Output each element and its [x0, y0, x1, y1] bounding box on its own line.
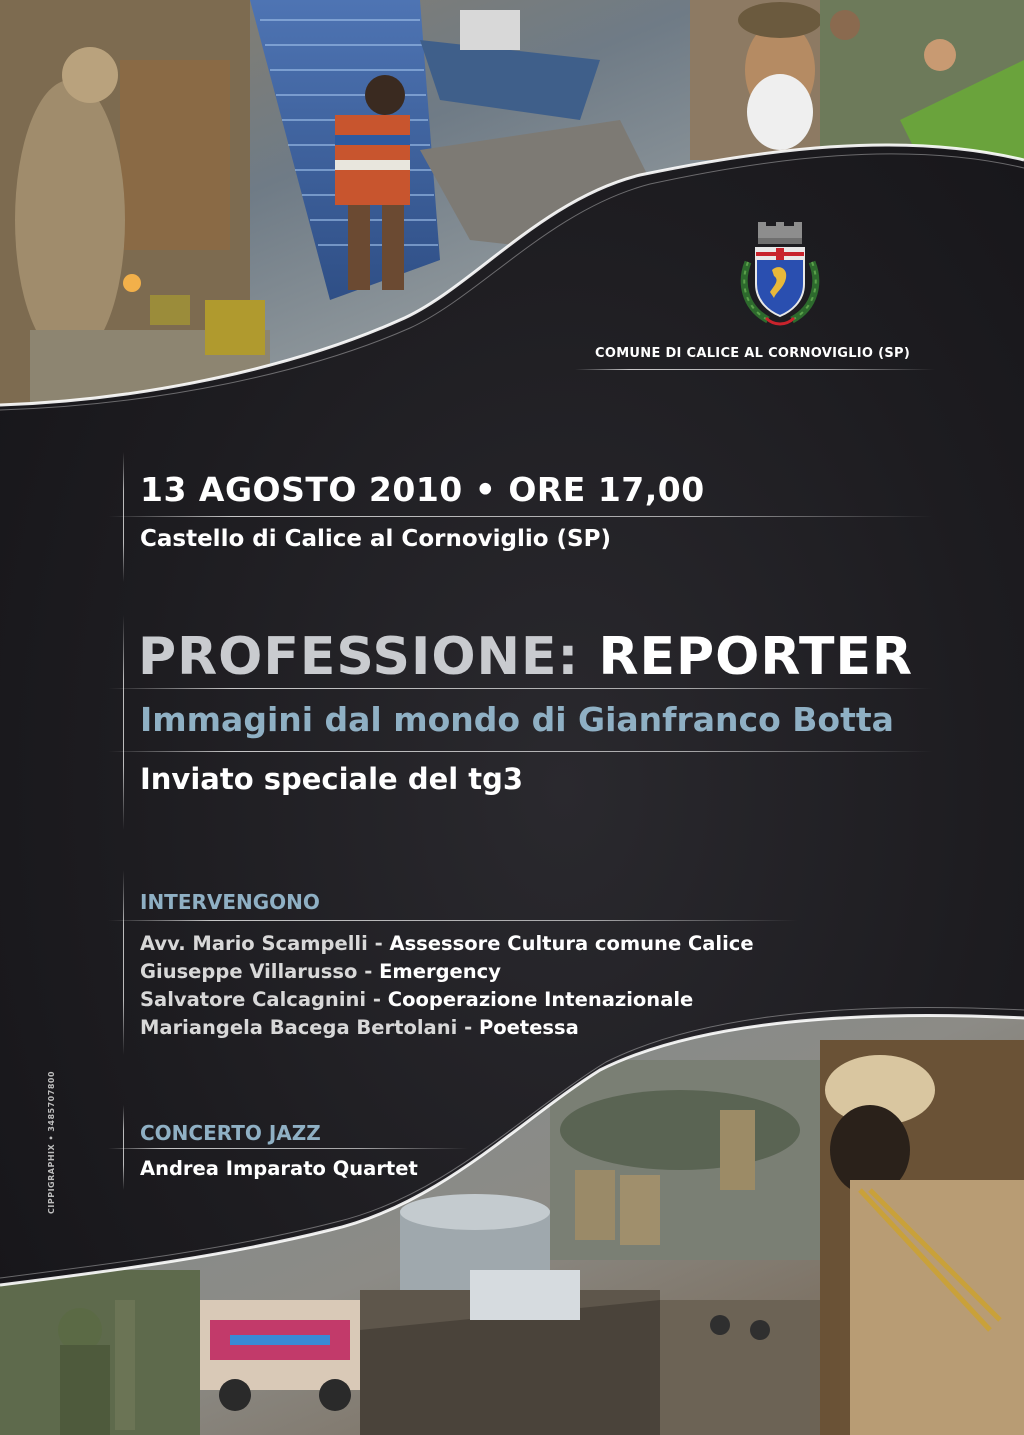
concert-heading: CONCERTO JAZZ	[140, 1121, 321, 1145]
subtitle-divider	[108, 751, 933, 752]
speaker-name: Avv. Mario Scampelli	[140, 932, 368, 955]
speaker-separator: -	[364, 960, 373, 983]
event-venue: Castello di Calice al Cornoviglio (SP)	[140, 526, 611, 552]
speaker-name: Mariangela Bacega Bertolani	[140, 1016, 458, 1039]
interventions-vertical-rule	[123, 870, 124, 1055]
speaker-row	[140, 1014, 754, 1042]
speaker-org: Emergency	[379, 960, 501, 983]
speaker-row	[140, 958, 754, 986]
speaker-separator: -	[374, 932, 383, 955]
title-part-1: PROFESSIONE:	[138, 627, 580, 687]
concert-divider	[108, 1148, 468, 1149]
comune-label: COMUNE DI CALICE AL CORNOVIGLIO (SP)	[595, 346, 911, 361]
event-divider	[108, 516, 933, 517]
event-date-time: 13 AGOSTO 2010 • ORE 17,00	[140, 470, 705, 509]
title-part-2: REPORTER	[598, 627, 914, 687]
reporter-role: Inviato speciale del tg3	[140, 762, 524, 796]
subtitle: Immagini dal mondo di Gianfranco Botta	[140, 700, 894, 739]
title-vertical-rule	[123, 615, 124, 830]
speaker-org: Poetessa	[478, 1016, 579, 1039]
concert-band: Andrea Imparato Quartet	[140, 1157, 418, 1180]
municipal-crest-icon	[738, 222, 822, 328]
speaker-row	[140, 986, 754, 1014]
speaker-org: Cooperazione Intenazionale	[387, 988, 694, 1011]
speaker-separator: -	[464, 1016, 473, 1039]
designer-credit: CIPPIGRAPHIX • 3485707800	[47, 1070, 56, 1214]
bottom-collage-image	[0, 1000, 1024, 1435]
speaker-org: Assessore Cultura comune Calice	[389, 932, 754, 955]
speaker-name: Giuseppe Villarusso	[140, 960, 358, 983]
comune-divider	[575, 369, 935, 370]
event-vertical-rule	[123, 452, 124, 582]
bottom-photo-collage	[0, 1000, 1024, 1435]
title-divider	[108, 688, 933, 689]
speaker-separator: -	[372, 988, 381, 1011]
speaker-row	[140, 930, 754, 958]
speakers-list	[140, 930, 754, 1042]
speaker-name: Salvatore Calcagnini	[140, 988, 367, 1011]
page-title	[138, 627, 913, 687]
interventions-divider	[108, 920, 798, 921]
interventions-heading: INTERVENGONO	[140, 890, 320, 914]
